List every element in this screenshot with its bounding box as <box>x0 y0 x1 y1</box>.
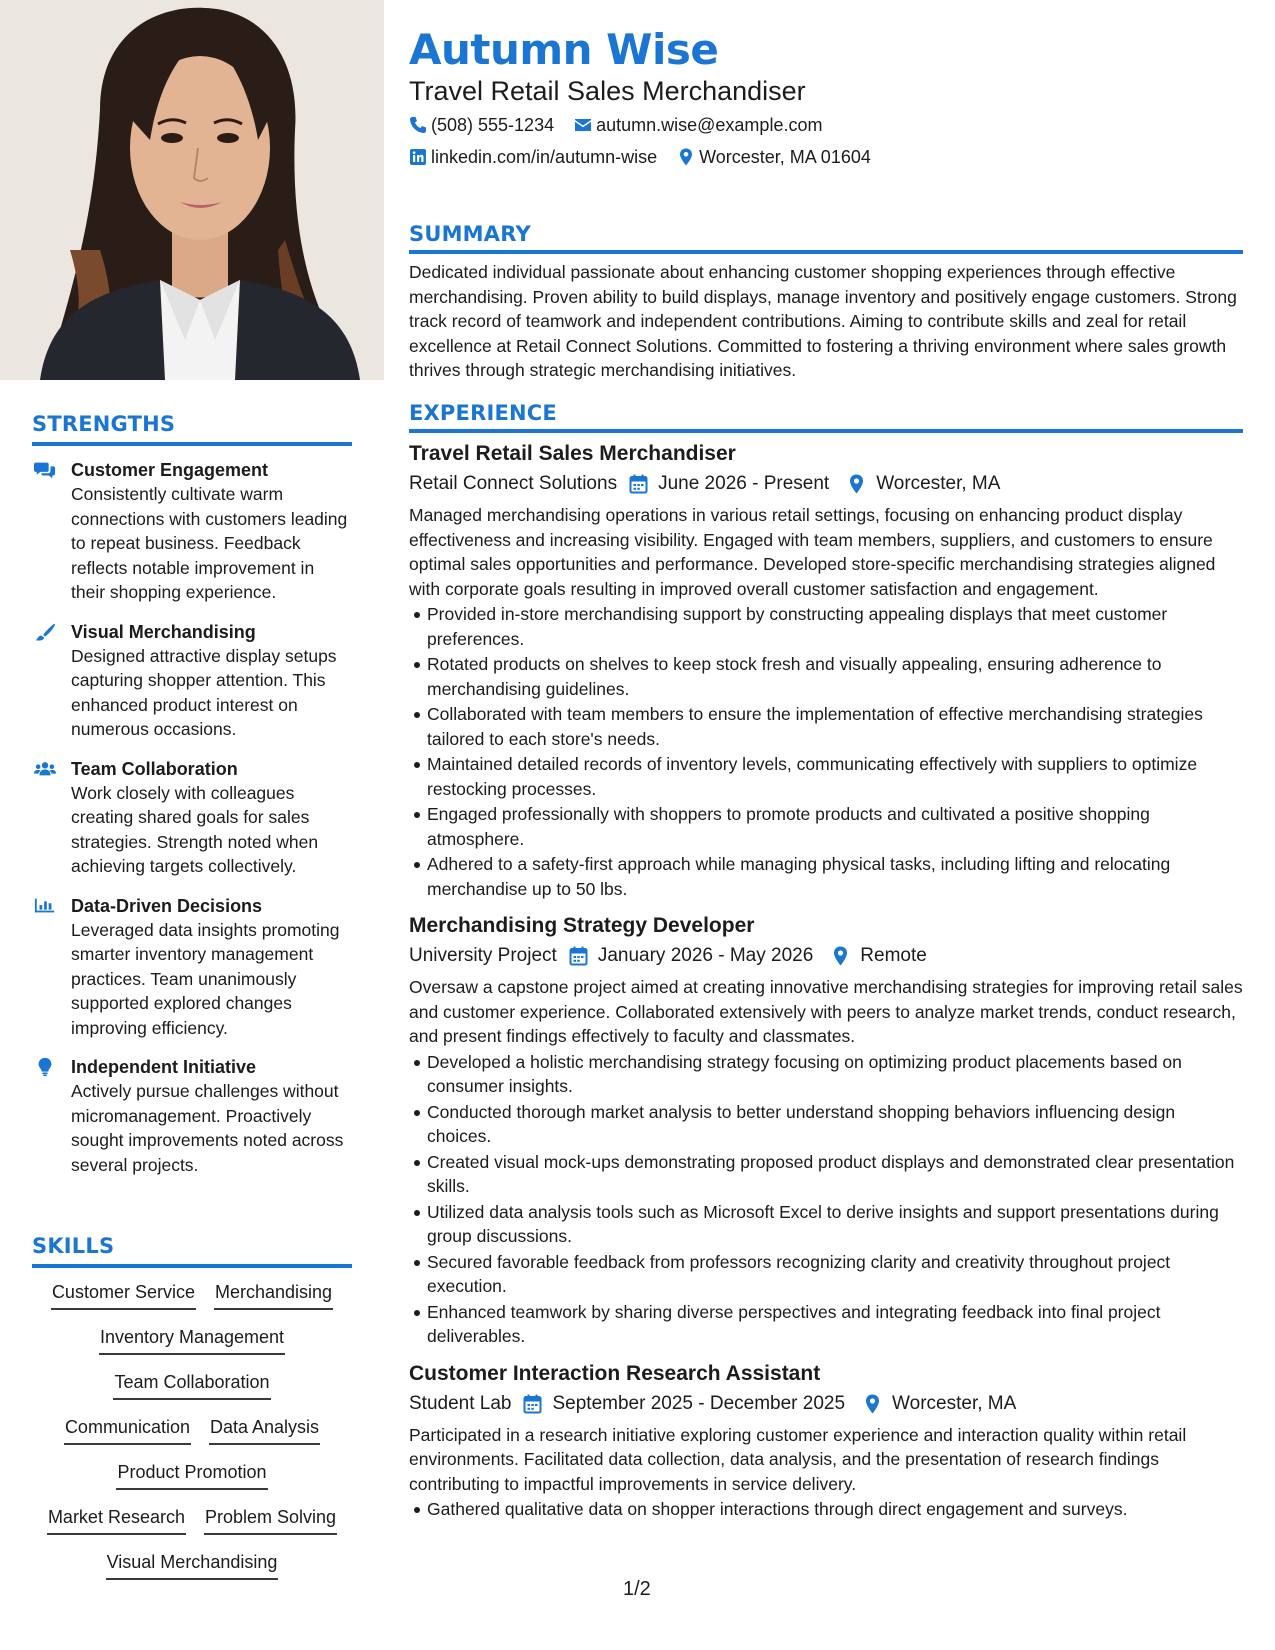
comments-icon <box>34 460 56 480</box>
phone-icon <box>409 116 427 134</box>
bar-chart-icon <box>34 896 56 916</box>
section-divider <box>409 429 1243 433</box>
bullet-item: Utilized data analysis tools such as Microsoft Excel to derive insights and support presentations during group discussions. <box>427 1200 1243 1249</box>
section-divider <box>32 442 352 446</box>
linkedin-url[interactable]: linkedin.com/in/autumn-wise <box>431 147 658 167</box>
job-dates: September 2025 - December 2025 <box>552 1392 846 1414</box>
strength-name: Customer Engagement <box>71 460 269 480</box>
bullet-item: Secured favorable feedback from professors recognizing clarity and creativity throughout project execution. <box>427 1250 1243 1299</box>
location-text: Worcester, MA 01604 <box>699 147 871 167</box>
map-pin-icon <box>677 148 695 166</box>
job-description: Oversaw a capstone project aimed at creating innovative merchandising strategies for improving retail sales and customer experience. Collaborated extensively with peers to analyze market trends, conduct research, and present findings effectively to faculty and classmates. <box>409 977 1243 1046</box>
skill-row <box>32 1550 352 1595</box>
job-meta <box>409 1389 1243 1419</box>
job-entry <box>409 439 1243 901</box>
job-bullets <box>409 1050 1243 1349</box>
section-divider <box>32 1264 352 1268</box>
skill-tag: Product Promotion <box>116 1460 267 1490</box>
map-pin-icon <box>831 946 850 966</box>
skill-tag: Inventory Management <box>99 1325 285 1355</box>
job-dates: January 2026 - May 2026 <box>597 945 814 966</box>
strength-item <box>32 1055 352 1177</box>
calendar-icon <box>569 946 588 966</box>
skill-tag: Merchandising <box>214 1280 333 1310</box>
skill-row <box>32 1460 352 1505</box>
job-company: Retail Connect Solutions <box>409 473 618 494</box>
bullet-item: Adhered to a safety-first approach while managing physical tasks, including lifting and relocating merchandise up to 50 lbs. <box>427 852 1243 901</box>
skill-row <box>32 1505 352 1550</box>
job-title: Merchandising Strategy Developer <box>409 914 755 937</box>
bullet-item: Collaborated with team members to ensure the implementation of effective merchandising strategies tailored to each store's needs. <box>427 702 1243 751</box>
skills-section <box>32 1234 352 1595</box>
envelope-icon <box>574 116 592 134</box>
skill-tag: Data Analysis <box>209 1415 320 1445</box>
strength-item <box>32 894 352 1041</box>
left-column <box>0 0 384 1650</box>
job-company: Student Lab <box>409 1392 512 1414</box>
bullet-item: Created visual mock-ups demonstrating proposed product displays and demonstrated clear presentation skills. <box>427 1150 1243 1199</box>
strength-item <box>32 458 352 605</box>
bullet-item: Gathered qualitative data on shopper interactions through direct engagement and surveys. <box>427 1497 1243 1522</box>
strength-name: Data-Driven Decisions <box>71 895 263 916</box>
email-address[interactable]: autumn.wise@example.com <box>596 115 823 135</box>
strength-description: Designed attractive display setups capturing shopper attention. This enhanced product interest on numerous occasions. <box>71 645 337 739</box>
calendar-icon <box>523 1394 542 1414</box>
strengths-heading: STRENGTHS <box>32 412 176 436</box>
skill-tag: Communication <box>64 1415 191 1445</box>
map-pin-icon <box>863 1394 882 1414</box>
location-contact <box>677 145 871 169</box>
job-entry <box>409 1359 1243 1522</box>
skill-tag: Market Research <box>47 1505 186 1535</box>
map-pin-icon <box>847 474 866 494</box>
skill-row <box>32 1325 352 1370</box>
bullet-item: Developed a holistic merchandising strategy focusing on optimizing product placements based on consumer insights. <box>427 1050 1243 1099</box>
skill-tag: Visual Merchandising <box>106 1550 279 1580</box>
job-location: Worcester, MA <box>876 473 1001 494</box>
summary-text: Dedicated individual passionate about enhancing customer shopping experiences through effective merchandising. Proven ability to build displays, manage inventory and positively engage customers. Strong track record of teamwork and independent contributions. Aiming to contribute skills and zeal for retail excellence at Retail Connect Solutions. Committed to fostering a thriving environment where sales growth thrives through strategic merchandising initiatives. <box>409 262 1237 380</box>
bullet-item: Enhanced teamwork by sharing diverse perspectives and integrating feedback into final project deliverables. <box>427 1300 1243 1349</box>
job-dates: June 2026 - Present <box>658 473 830 494</box>
lightbulb-icon <box>34 1057 56 1077</box>
experience-heading: EXPERIENCE <box>409 401 557 425</box>
job-title: Customer Interaction Research Assistant <box>409 1361 821 1385</box>
job-bullets <box>409 1497 1243 1522</box>
bullet-item: Rotated products on shelves to keep stock fresh and visually appealing, ensuring adherence to merchandising guidelines. <box>427 652 1243 701</box>
strength-item <box>32 620 352 742</box>
calendar-icon <box>629 474 648 494</box>
users-icon <box>34 759 56 779</box>
linkedin-icon <box>409 148 427 166</box>
strength-description: Work closely with colleagues creating shared goals for sales strategies. Strength noted when achieving targets collectively. <box>71 782 319 876</box>
skill-row <box>32 1280 352 1325</box>
candidate-name: Autumn Wise <box>409 25 719 74</box>
contact-row <box>409 113 822 137</box>
profile-photo <box>0 0 384 380</box>
strength-description: Consistently cultivate warm connections with customers leading to repeat business. Feedback reflects notable improvement in their shopping experience. <box>71 484 348 602</box>
strengths-section <box>32 412 352 1192</box>
job-location: Worcester, MA <box>892 1392 1017 1414</box>
email-contact[interactable] <box>574 113 822 137</box>
strength-description: Leveraged data insights promoting smarter inventory management practices. Team unanimously supported explored changes improving efficiency. <box>71 919 340 1038</box>
skill-row <box>32 1415 352 1460</box>
skill-tag: Problem Solving <box>204 1505 337 1535</box>
experience-section <box>409 401 1243 1532</box>
phone-number: (508) 555-1234 <box>431 115 555 135</box>
job-meta <box>409 941 1243 971</box>
job-description: Managed merchandising operations in various retail settings, focusing on enhancing product display effectiveness and increasing visibility. Engaged with team members, suppliers, and customers to ensure optimal sales opportunities and performance. Developed store-specific merchandising strategies aligned with corporate goals resulting in improved overall customer satisfaction and engagement. <box>409 505 1216 599</box>
skills-heading: SKILLS <box>32 1234 115 1258</box>
candidate-title: Travel Retail Sales Merchandiser <box>409 76 806 106</box>
job-description: Participated in a research initiative exploring customer experience and interaction quality within retail environments. Facilitated data collection, data analysis, and the presentation of research findings contributing to impactful improvements in service delivery. <box>409 1424 1187 1494</box>
summary-section <box>409 222 1243 383</box>
contact-row <box>409 145 871 169</box>
job-entry <box>409 911 1243 1349</box>
job-company: University Project <box>409 945 557 966</box>
job-bullets <box>409 602 1243 901</box>
strength-item <box>32 757 352 879</box>
bullet-item: Conducted thorough market analysis to better understand shopping behaviors influencing design choices. <box>427 1100 1243 1149</box>
bullet-item: Engaged professionally with shoppers to promote products and cultivated a positive shopping atmosphere. <box>427 802 1243 851</box>
page-number: 1/2 <box>623 1578 651 1600</box>
section-divider <box>409 250 1243 254</box>
job-title: Travel Retail Sales Merchandiser <box>409 442 736 465</box>
skill-tag: Team Collaboration <box>113 1370 270 1400</box>
job-meta <box>409 469 1243 499</box>
summary-heading: SUMMARY <box>409 222 531 246</box>
linkedin-contact[interactable] <box>409 145 657 169</box>
strength-name: Team Collaboration <box>71 758 238 779</box>
skill-tag: Customer Service <box>51 1280 196 1310</box>
strength-description: Actively pursue challenges without micromanagement. Proactively sought improvements noted across several projects. <box>71 1081 344 1175</box>
bullet-item: Maintained detailed records of inventory levels, communicating effectively with suppliers to optimize restocking processes. <box>427 752 1243 801</box>
strength-name: Independent Initiative <box>71 1057 257 1077</box>
job-location: Remote <box>860 945 927 966</box>
paintbrush-icon <box>34 622 56 642</box>
bullet-item: Provided in-store merchandising support by constructing appealing displays that meet customer preferences. <box>427 602 1243 651</box>
skill-row <box>32 1370 352 1415</box>
phone-contact <box>409 113 554 137</box>
strength-name: Visual Merchandising <box>71 621 256 642</box>
